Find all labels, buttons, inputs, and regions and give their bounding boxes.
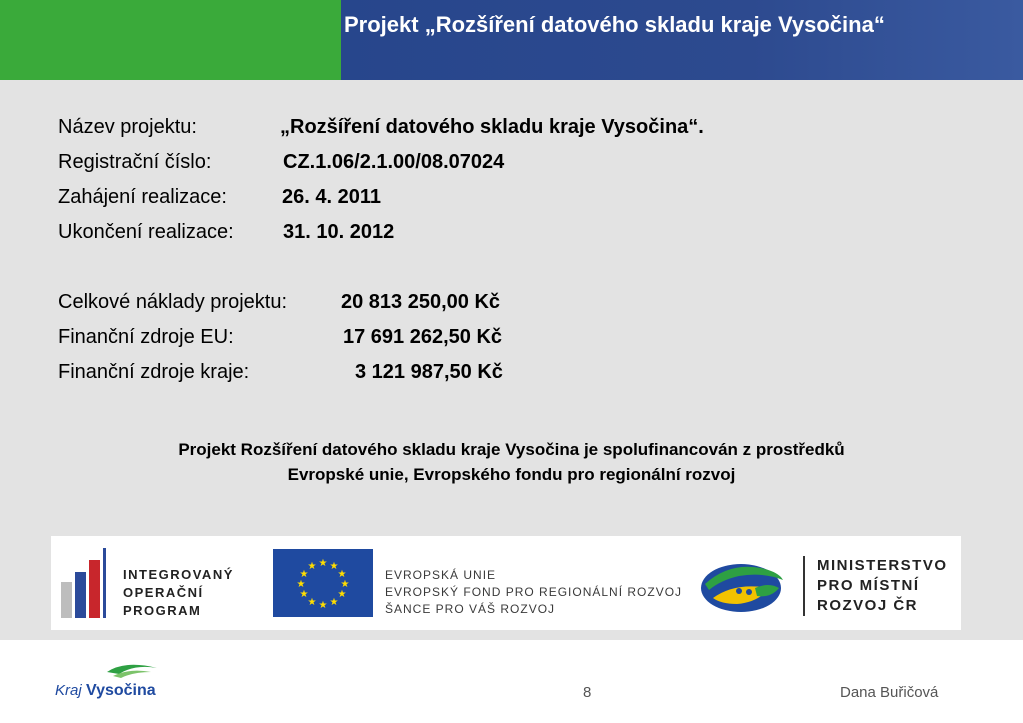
svg-text:★: ★ — [329, 561, 339, 572]
kraj-vysocina-logo — [55, 662, 165, 702]
iop-bar-grey — [61, 582, 72, 618]
finance-label: Finanční zdroje EU: — [58, 326, 234, 348]
detail-value: „Rozšíření datového skladu kraje Vysočina“. — [280, 116, 704, 138]
iop-bar-blue — [75, 572, 86, 618]
svg-text:★: ★ — [337, 589, 347, 600]
svg-text:★: ★ — [299, 569, 309, 580]
kraj-logo-prefix: Kraj — [55, 682, 82, 699]
finance-label: Celkové náklady projektu: — [58, 291, 288, 313]
finance-value: 17 691 262,50 Kč — [343, 326, 503, 348]
svg-text:★: ★ — [307, 597, 317, 608]
svg-text:★: ★ — [340, 579, 350, 590]
svg-text:★: ★ — [296, 579, 306, 590]
svg-text:★: ★ — [329, 597, 339, 608]
iop-bar-red — [89, 560, 100, 618]
detail-label: Zahájení realizace: — [58, 186, 227, 208]
svg-text:★: ★ — [299, 589, 309, 600]
svg-text:★: ★ — [318, 558, 328, 569]
finance-value: 20 813 250,00 Kč — [341, 291, 501, 313]
finance-label: Finanční zdroje kraje: — [58, 361, 250, 383]
detail-value: 31. 10. 2012 — [283, 221, 395, 243]
iop-bar-thin — [103, 548, 106, 618]
logo-strip — [51, 536, 961, 630]
mmr-emblem-icon — [699, 558, 791, 614]
kraj-logo-name: Vysočina — [86, 682, 156, 699]
mmr-divider — [803, 556, 805, 616]
page-number: 8 — [583, 684, 592, 701]
detail-value: CZ.1.06/2.1.00/08.07024 — [283, 151, 505, 173]
iop-logo — [61, 548, 111, 618]
svg-text:★: ★ — [337, 569, 347, 580]
header-green-block — [0, 0, 341, 80]
eu-logo-text: EVROPSKÁ UNIE EVROPSKÝ FOND PRO REGIONÁLNÍ ROZVOJ ŠANCE PRO VÁŠ ROZVOJ — [385, 568, 683, 616]
cofinancing-note-line2: Evropské unie, Evropského fondu pro regionální rozvoj — [287, 465, 736, 484]
mmr-logo-text: MINISTERSTVO PRO MÍSTNÍ ROZVOJ ČR — [817, 557, 948, 614]
svg-text:★: ★ — [318, 600, 328, 611]
author-name: Dana Buřičová — [840, 684, 939, 701]
eu-flag-icon — [273, 549, 373, 617]
cofinancing-note — [0, 437, 1023, 487]
detail-label: Registrační číslo: — [58, 151, 212, 173]
slide-title: Projekt „Rozšíření datového skladu kraje Vysočina“ — [344, 12, 885, 37]
cofinancing-note-line1: Projekt Rozšíření datového skladu kraje Vysočina je spolufinancován z prostředků — [178, 440, 845, 459]
detail-label: Ukončení realizace: — [58, 221, 234, 243]
detail-value: 26. 4. 2011 — [282, 186, 381, 208]
finance-value: 3 121 987,50 Kč — [355, 361, 503, 383]
svg-text:★: ★ — [307, 561, 317, 572]
detail-label: Název projektu: — [58, 116, 197, 138]
iop-logo-text: INTEGROVANÝ OPERAČNÍ PROGRAM — [123, 567, 234, 618]
